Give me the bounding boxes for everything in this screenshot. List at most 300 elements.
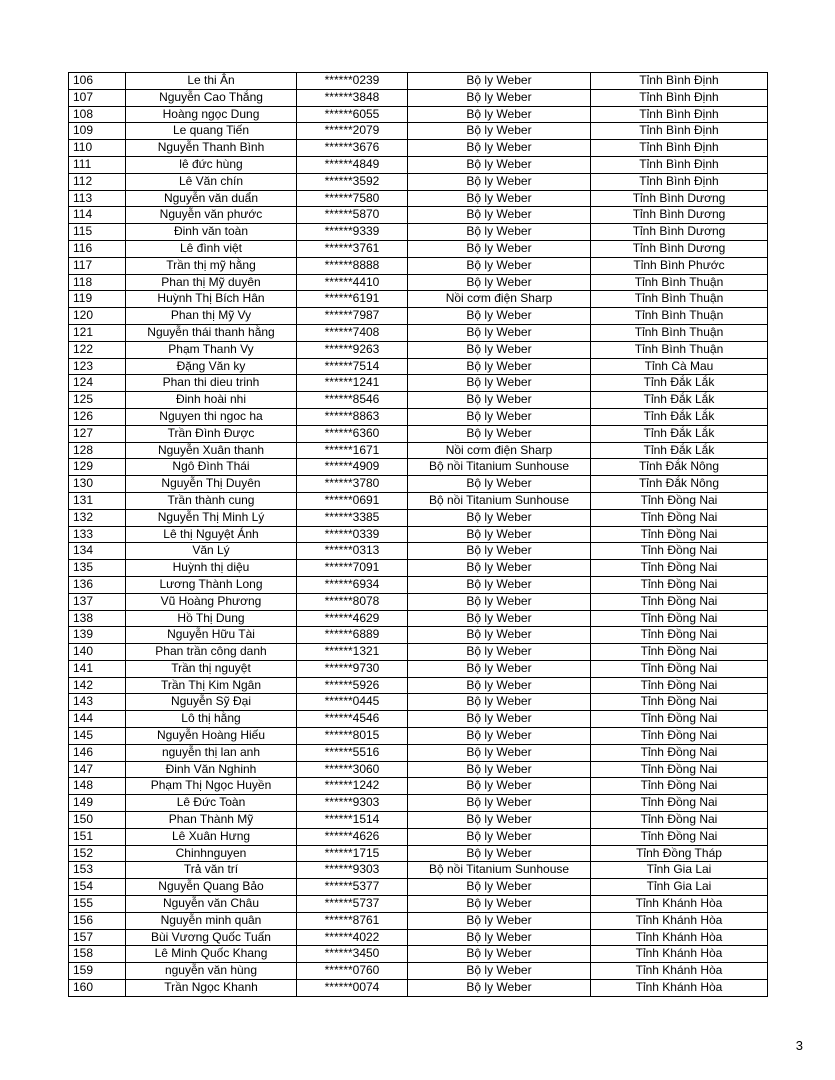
row-number-cell: 117 <box>69 257 126 274</box>
table-row <box>69 140 768 157</box>
winner-name-cell: Bùi Vương Quốc Tuấn <box>126 929 297 946</box>
row-number-cell: 119 <box>69 291 126 308</box>
prize-cell: Bộ ly Weber <box>408 677 591 694</box>
masked-phone-cell: ******3592 <box>297 173 408 190</box>
winner-name-cell: Trần thị nguyệt <box>126 660 297 677</box>
row-number-cell: 154 <box>69 879 126 896</box>
winner-name-cell: Lê đình việt <box>126 240 297 257</box>
prize-cell: Bộ nồi Titanium Sunhouse <box>408 459 591 476</box>
prize-cell: Bộ ly Weber <box>408 728 591 745</box>
table-row <box>69 240 768 257</box>
province-cell: Tỉnh Bình Định <box>591 173 768 190</box>
row-number-cell: 128 <box>69 442 126 459</box>
prize-cell: Bộ ly Weber <box>408 106 591 123</box>
row-number-cell: 145 <box>69 728 126 745</box>
winner-name-cell: Đinh Văn Nghinh <box>126 761 297 778</box>
province-cell: Tỉnh Đồng Tháp <box>591 845 768 862</box>
table-row <box>69 375 768 392</box>
masked-phone-cell: ******5870 <box>297 207 408 224</box>
province-cell: Tỉnh Gia Lai <box>591 862 768 879</box>
row-number-cell: 138 <box>69 610 126 627</box>
table-row <box>69 660 768 677</box>
table-row <box>69 912 768 929</box>
prize-cell: Bộ ly Weber <box>408 392 591 409</box>
row-number-cell: 126 <box>69 408 126 425</box>
province-cell: Tỉnh Đồng Nai <box>591 492 768 509</box>
winner-name-cell: Nguyễn Hoàng Hiếu <box>126 728 297 745</box>
masked-phone-cell: ******5737 <box>297 896 408 913</box>
table-row <box>69 896 768 913</box>
row-number-cell: 132 <box>69 509 126 526</box>
prize-cell: Bộ ly Weber <box>408 778 591 795</box>
prize-cell: Bộ ly Weber <box>408 123 591 140</box>
prize-cell: Bộ ly Weber <box>408 845 591 862</box>
province-cell: Tỉnh Bình Dương <box>591 207 768 224</box>
prize-cell: Bộ ly Weber <box>408 812 591 829</box>
prize-cell: Bộ ly Weber <box>408 358 591 375</box>
masked-phone-cell: ******0339 <box>297 526 408 543</box>
winner-name-cell: Nguyễn thái thanh hằng <box>126 324 297 341</box>
prize-cell: Bộ ly Weber <box>408 240 591 257</box>
table-row <box>69 795 768 812</box>
masked-phone-cell: ******0313 <box>297 543 408 560</box>
row-number-cell: 149 <box>69 795 126 812</box>
province-cell: Tỉnh Đồng Nai <box>591 509 768 526</box>
province-cell: Tỉnh Bình Thuận <box>591 324 768 341</box>
province-cell: Tỉnh Khánh Hòa <box>591 929 768 946</box>
table-row <box>69 610 768 627</box>
prize-cell: Bộ ly Weber <box>408 190 591 207</box>
masked-phone-cell: ******3848 <box>297 89 408 106</box>
table-row <box>69 980 768 997</box>
row-number-cell: 159 <box>69 963 126 980</box>
province-cell: Tỉnh Đồng Nai <box>591 795 768 812</box>
row-number-cell: 146 <box>69 744 126 761</box>
province-cell: Tỉnh Gia Lai <box>591 879 768 896</box>
winner-name-cell: Nguyễn văn duẩn <box>126 190 297 207</box>
row-number-cell: 129 <box>69 459 126 476</box>
winner-name-cell: Phan thị Mỹ Vy <box>126 308 297 325</box>
row-number-cell: 125 <box>69 392 126 409</box>
province-cell: Tỉnh Đồng Nai <box>591 778 768 795</box>
row-number-cell: 155 <box>69 896 126 913</box>
table-row <box>69 459 768 476</box>
province-cell: Tỉnh Bình Thuận <box>591 291 768 308</box>
prize-cell: Nồi cơm điện Sharp <box>408 442 591 459</box>
table-row <box>69 257 768 274</box>
row-number-cell: 118 <box>69 274 126 291</box>
row-number-cell: 147 <box>69 761 126 778</box>
province-cell: Tỉnh Bình Định <box>591 140 768 157</box>
province-cell: Tỉnh Đồng Nai <box>591 543 768 560</box>
province-cell: Tỉnh Cà Mau <box>591 358 768 375</box>
province-cell: Tỉnh Bình Thuận <box>591 341 768 358</box>
row-number-cell: 110 <box>69 140 126 157</box>
province-cell: Tỉnh Đồng Nai <box>591 828 768 845</box>
province-cell: Tỉnh Đồng Nai <box>591 526 768 543</box>
masked-phone-cell: ******3676 <box>297 140 408 157</box>
prize-cell: Bộ ly Weber <box>408 560 591 577</box>
winner-name-cell: Trần Thị Kim Ngân <box>126 677 297 694</box>
winner-name-cell: Văn Lý <box>126 543 297 560</box>
masked-phone-cell: ******8761 <box>297 912 408 929</box>
prize-cell: Bộ ly Weber <box>408 274 591 291</box>
winner-name-cell: Vũ Hoàng Phương <box>126 593 297 610</box>
prize-cell: Bộ ly Weber <box>408 627 591 644</box>
masked-phone-cell: ******4410 <box>297 274 408 291</box>
winner-name-cell: Đinh văn toàn <box>126 224 297 241</box>
province-cell: Tỉnh Đồng Nai <box>591 576 768 593</box>
winner-name-cell: Lương Thành Long <box>126 576 297 593</box>
table-row <box>69 627 768 644</box>
masked-phone-cell: ******8888 <box>297 257 408 274</box>
masked-phone-cell: ******1671 <box>297 442 408 459</box>
winner-name-cell: lê đức hùng <box>126 156 297 173</box>
winner-name-cell: Đặng Văn ky <box>126 358 297 375</box>
prize-cell: Bộ ly Weber <box>408 610 591 627</box>
row-number-cell: 144 <box>69 711 126 728</box>
winner-name-cell: Trần Ngọc Khanh <box>126 980 297 997</box>
masked-phone-cell: ******4546 <box>297 711 408 728</box>
prize-cell: Bộ ly Weber <box>408 224 591 241</box>
table-row <box>69 408 768 425</box>
prize-cell: Nồi cơm điện Sharp <box>408 291 591 308</box>
table-row <box>69 946 768 963</box>
province-cell: Tỉnh Bình Định <box>591 89 768 106</box>
winner-name-cell: Hoàng ngọc Dung <box>126 106 297 123</box>
winner-name-cell: Ngô Đình Thái <box>126 459 297 476</box>
province-cell: Tỉnh Đắk Lắk <box>591 392 768 409</box>
masked-phone-cell: ******1715 <box>297 845 408 862</box>
prize-cell: Bộ ly Weber <box>408 324 591 341</box>
row-number-cell: 116 <box>69 240 126 257</box>
prize-cell: Bộ ly Weber <box>408 644 591 661</box>
row-number-cell: 141 <box>69 660 126 677</box>
prize-cell: Bộ ly Weber <box>408 711 591 728</box>
table-row <box>69 106 768 123</box>
table-row <box>69 862 768 879</box>
prize-cell: Bộ ly Weber <box>408 89 591 106</box>
masked-phone-cell: ******4849 <box>297 156 408 173</box>
prize-cell: Bộ ly Weber <box>408 509 591 526</box>
prize-cell: Bộ ly Weber <box>408 576 591 593</box>
prize-cell: Bộ ly Weber <box>408 207 591 224</box>
winner-name-cell: Phạm Thị Ngọc Huyền <box>126 778 297 795</box>
province-cell: Tỉnh Đồng Nai <box>591 593 768 610</box>
masked-phone-cell: ******9263 <box>297 341 408 358</box>
table-row <box>69 828 768 845</box>
masked-phone-cell: ******5926 <box>297 677 408 694</box>
row-number-cell: 131 <box>69 492 126 509</box>
winner-name-cell: Lê Văn chín <box>126 173 297 190</box>
prize-cell: Bộ ly Weber <box>408 425 591 442</box>
province-cell: Tỉnh Đắk Lắk <box>591 442 768 459</box>
masked-phone-cell: ******3780 <box>297 476 408 493</box>
winners-table <box>68 72 768 997</box>
row-number-cell: 121 <box>69 324 126 341</box>
masked-phone-cell: ******0691 <box>297 492 408 509</box>
winner-name-cell: Phan thị Mỹ duyên <box>126 274 297 291</box>
masked-phone-cell: ******6934 <box>297 576 408 593</box>
prize-cell: Bộ ly Weber <box>408 543 591 560</box>
table-row <box>69 711 768 728</box>
masked-phone-cell: ******0239 <box>297 73 408 90</box>
province-cell: Tỉnh Bình Thuận <box>591 274 768 291</box>
row-number-cell: 130 <box>69 476 126 493</box>
province-cell: Tỉnh Đồng Nai <box>591 627 768 644</box>
masked-phone-cell: ******4626 <box>297 828 408 845</box>
row-number-cell: 143 <box>69 694 126 711</box>
table-row <box>69 173 768 190</box>
winner-name-cell: Nguyễn Xuân thanh <box>126 442 297 459</box>
masked-phone-cell: ******9339 <box>297 224 408 241</box>
masked-phone-cell: ******0074 <box>297 980 408 997</box>
winner-name-cell: Nguyễn Thị Duyên <box>126 476 297 493</box>
winner-name-cell: nguyễn thị lan anh <box>126 744 297 761</box>
masked-phone-cell: ******7514 <box>297 358 408 375</box>
masked-phone-cell: ******3060 <box>297 761 408 778</box>
masked-phone-cell: ******7580 <box>297 190 408 207</box>
masked-phone-cell: ******6360 <box>297 425 408 442</box>
masked-phone-cell: ******6889 <box>297 627 408 644</box>
winner-name-cell: Chinhnguyen <box>126 845 297 862</box>
row-number-cell: 158 <box>69 946 126 963</box>
prize-cell: Bộ ly Weber <box>408 879 591 896</box>
masked-phone-cell: ******8078 <box>297 593 408 610</box>
winner-name-cell: Nguyễn Quang Bảo <box>126 879 297 896</box>
winner-name-cell: Lô thị hằng <box>126 711 297 728</box>
table-row <box>69 560 768 577</box>
winner-name-cell: Phan Thành Mỹ <box>126 812 297 829</box>
table-row <box>69 744 768 761</box>
winner-name-cell: Phan trần công danh <box>126 644 297 661</box>
row-number-cell: 111 <box>69 156 126 173</box>
prize-cell: Bộ nồi Titanium Sunhouse <box>408 862 591 879</box>
table-row <box>69 392 768 409</box>
province-cell: Tỉnh Khánh Hòa <box>591 946 768 963</box>
row-number-cell: 152 <box>69 845 126 862</box>
winner-name-cell: Huỳnh thị diệu <box>126 560 297 577</box>
prize-cell: Bộ ly Weber <box>408 593 591 610</box>
table-row <box>69 207 768 224</box>
masked-phone-cell: ******3385 <box>297 509 408 526</box>
table-row <box>69 728 768 745</box>
province-cell: Tỉnh Khánh Hòa <box>591 912 768 929</box>
winner-name-cell: Nguyễn Cao Thắng <box>126 89 297 106</box>
page-number: 3 <box>795 1038 803 1053</box>
prize-cell: Bộ ly Weber <box>408 156 591 173</box>
prize-cell: Bộ ly Weber <box>408 660 591 677</box>
province-cell: Tỉnh Đồng Nai <box>591 660 768 677</box>
table-row <box>69 593 768 610</box>
table-row <box>69 224 768 241</box>
prize-cell: Bộ ly Weber <box>408 795 591 812</box>
row-number-cell: 120 <box>69 308 126 325</box>
table-row <box>69 543 768 560</box>
prize-cell: Bộ ly Weber <box>408 375 591 392</box>
row-number-cell: 112 <box>69 173 126 190</box>
table-row <box>69 324 768 341</box>
prize-cell: Bộ ly Weber <box>408 476 591 493</box>
masked-phone-cell: ******8015 <box>297 728 408 745</box>
prize-cell: Bộ ly Weber <box>408 173 591 190</box>
table-row <box>69 644 768 661</box>
province-cell: Tỉnh Bình Dương <box>591 190 768 207</box>
row-number-cell: 127 <box>69 425 126 442</box>
row-number-cell: 114 <box>69 207 126 224</box>
row-number-cell: 157 <box>69 929 126 946</box>
masked-phone-cell: ******9303 <box>297 795 408 812</box>
row-number-cell: 124 <box>69 375 126 392</box>
table-row <box>69 123 768 140</box>
row-number-cell: 151 <box>69 828 126 845</box>
prize-cell: Bộ ly Weber <box>408 744 591 761</box>
masked-phone-cell: ******1241 <box>297 375 408 392</box>
province-cell: Tỉnh Đồng Nai <box>591 677 768 694</box>
prize-cell: Bộ ly Weber <box>408 341 591 358</box>
masked-phone-cell: ******1321 <box>297 644 408 661</box>
masked-phone-cell: ******1514 <box>297 812 408 829</box>
prize-cell: Bộ nồi Titanium Sunhouse <box>408 492 591 509</box>
table-row <box>69 761 768 778</box>
masked-phone-cell: ******5516 <box>297 744 408 761</box>
masked-phone-cell: ******0445 <box>297 694 408 711</box>
row-number-cell: 150 <box>69 812 126 829</box>
table-row <box>69 89 768 106</box>
table-row <box>69 576 768 593</box>
province-cell: Tỉnh Khánh Hòa <box>591 896 768 913</box>
province-cell: Tỉnh Bình Dương <box>591 240 768 257</box>
row-number-cell: 153 <box>69 862 126 879</box>
prize-cell: Bộ ly Weber <box>408 526 591 543</box>
province-cell: Tỉnh Đồng Nai <box>591 812 768 829</box>
table-row <box>69 845 768 862</box>
province-cell: Tỉnh Đồng Nai <box>591 728 768 745</box>
prize-cell: Bộ ly Weber <box>408 929 591 946</box>
masked-phone-cell: ******9730 <box>297 660 408 677</box>
winners-table-body <box>69 73 768 997</box>
winner-name-cell: Lê Xuân Hưng <box>126 828 297 845</box>
row-number-cell: 139 <box>69 627 126 644</box>
prize-cell: Bộ ly Weber <box>408 946 591 963</box>
table-row <box>69 509 768 526</box>
masked-phone-cell: ******3450 <box>297 946 408 963</box>
winner-name-cell: Trần thị mỹ hằng <box>126 257 297 274</box>
province-cell: Tỉnh Bình Định <box>591 106 768 123</box>
winner-name-cell: Nguyễn văn phước <box>126 207 297 224</box>
row-number-cell: 123 <box>69 358 126 375</box>
table-row <box>69 476 768 493</box>
table-row <box>69 425 768 442</box>
winner-name-cell: Nguyễn Thanh Bình <box>126 140 297 157</box>
winner-name-cell: Huỳnh Thị Bích Hân <box>126 291 297 308</box>
table-row <box>69 879 768 896</box>
row-number-cell: 107 <box>69 89 126 106</box>
table-row <box>69 963 768 980</box>
table-row <box>69 274 768 291</box>
masked-phone-cell: ******7408 <box>297 324 408 341</box>
row-number-cell: 109 <box>69 123 126 140</box>
province-cell: Tỉnh Bình Định <box>591 73 768 90</box>
prize-cell: Bộ ly Weber <box>408 73 591 90</box>
winner-name-cell: Lê thị Nguyệt Ánh <box>126 526 297 543</box>
masked-phone-cell: ******4022 <box>297 929 408 946</box>
winner-name-cell: Trần Đình Được <box>126 425 297 442</box>
winner-name-cell: Le thi Ân <box>126 73 297 90</box>
province-cell: Tỉnh Khánh Hòa <box>591 963 768 980</box>
prize-cell: Bộ ly Weber <box>408 308 591 325</box>
row-number-cell: 113 <box>69 190 126 207</box>
prize-cell: Bộ ly Weber <box>408 980 591 997</box>
table-row <box>69 358 768 375</box>
row-number-cell: 115 <box>69 224 126 241</box>
masked-phone-cell: ******5377 <box>297 879 408 896</box>
masked-phone-cell: ******2079 <box>297 123 408 140</box>
province-cell: Tỉnh Bình Phước <box>591 257 768 274</box>
masked-phone-cell: ******4629 <box>297 610 408 627</box>
masked-phone-cell: ******7987 <box>297 308 408 325</box>
prize-cell: Bộ ly Weber <box>408 896 591 913</box>
masked-phone-cell: ******6191 <box>297 291 408 308</box>
winner-name-cell: Hồ Thị Dung <box>126 610 297 627</box>
table-row <box>69 694 768 711</box>
province-cell: Tỉnh Đồng Nai <box>591 644 768 661</box>
province-cell: Tỉnh Đắk Lắk <box>591 375 768 392</box>
province-cell: Tỉnh Đồng Nai <box>591 610 768 627</box>
masked-phone-cell: ******0760 <box>297 963 408 980</box>
prize-cell: Bộ ly Weber <box>408 257 591 274</box>
winner-name-cell: Lê Đức Toàn <box>126 795 297 812</box>
province-cell: Tỉnh Đồng Nai <box>591 711 768 728</box>
province-cell: Tỉnh Đắk Nông <box>591 476 768 493</box>
row-number-cell: 106 <box>69 73 126 90</box>
province-cell: Tỉnh Đồng Nai <box>591 744 768 761</box>
province-cell: Tỉnh Bình Định <box>591 123 768 140</box>
table-row <box>69 677 768 694</box>
winner-name-cell: Đinh hoài nhi <box>126 392 297 409</box>
masked-phone-cell: ******7091 <box>297 560 408 577</box>
province-cell: Tỉnh Đồng Nai <box>591 761 768 778</box>
masked-phone-cell: ******9303 <box>297 862 408 879</box>
province-cell: Tỉnh Đắk Nông <box>591 459 768 476</box>
masked-phone-cell: ******4909 <box>297 459 408 476</box>
winner-name-cell: Phạm Thanh Vy <box>126 341 297 358</box>
table-row <box>69 341 768 358</box>
winner-name-cell: Trần thành cung <box>126 492 297 509</box>
row-number-cell: 108 <box>69 106 126 123</box>
province-cell: Tỉnh Đắk Lắk <box>591 425 768 442</box>
winner-name-cell: Lê Minh Quốc Khang <box>126 946 297 963</box>
table-row <box>69 526 768 543</box>
winner-name-cell: Nguyễn Hữu Tài <box>126 627 297 644</box>
table-row <box>69 778 768 795</box>
prize-cell: Bộ ly Weber <box>408 408 591 425</box>
row-number-cell: 140 <box>69 644 126 661</box>
table-row <box>69 492 768 509</box>
prize-cell: Bộ ly Weber <box>408 963 591 980</box>
masked-phone-cell: ******6055 <box>297 106 408 123</box>
winner-name-cell: Nguyễn minh quân <box>126 912 297 929</box>
table-row <box>69 442 768 459</box>
province-cell: Tỉnh Đắk Lắk <box>591 408 768 425</box>
prize-cell: Bộ ly Weber <box>408 761 591 778</box>
masked-phone-cell: ******3761 <box>297 240 408 257</box>
table-row <box>69 812 768 829</box>
table-row <box>69 929 768 946</box>
row-number-cell: 156 <box>69 912 126 929</box>
masked-phone-cell: ******8546 <box>297 392 408 409</box>
winner-name-cell: Nguyễn Sỹ Đại <box>126 694 297 711</box>
